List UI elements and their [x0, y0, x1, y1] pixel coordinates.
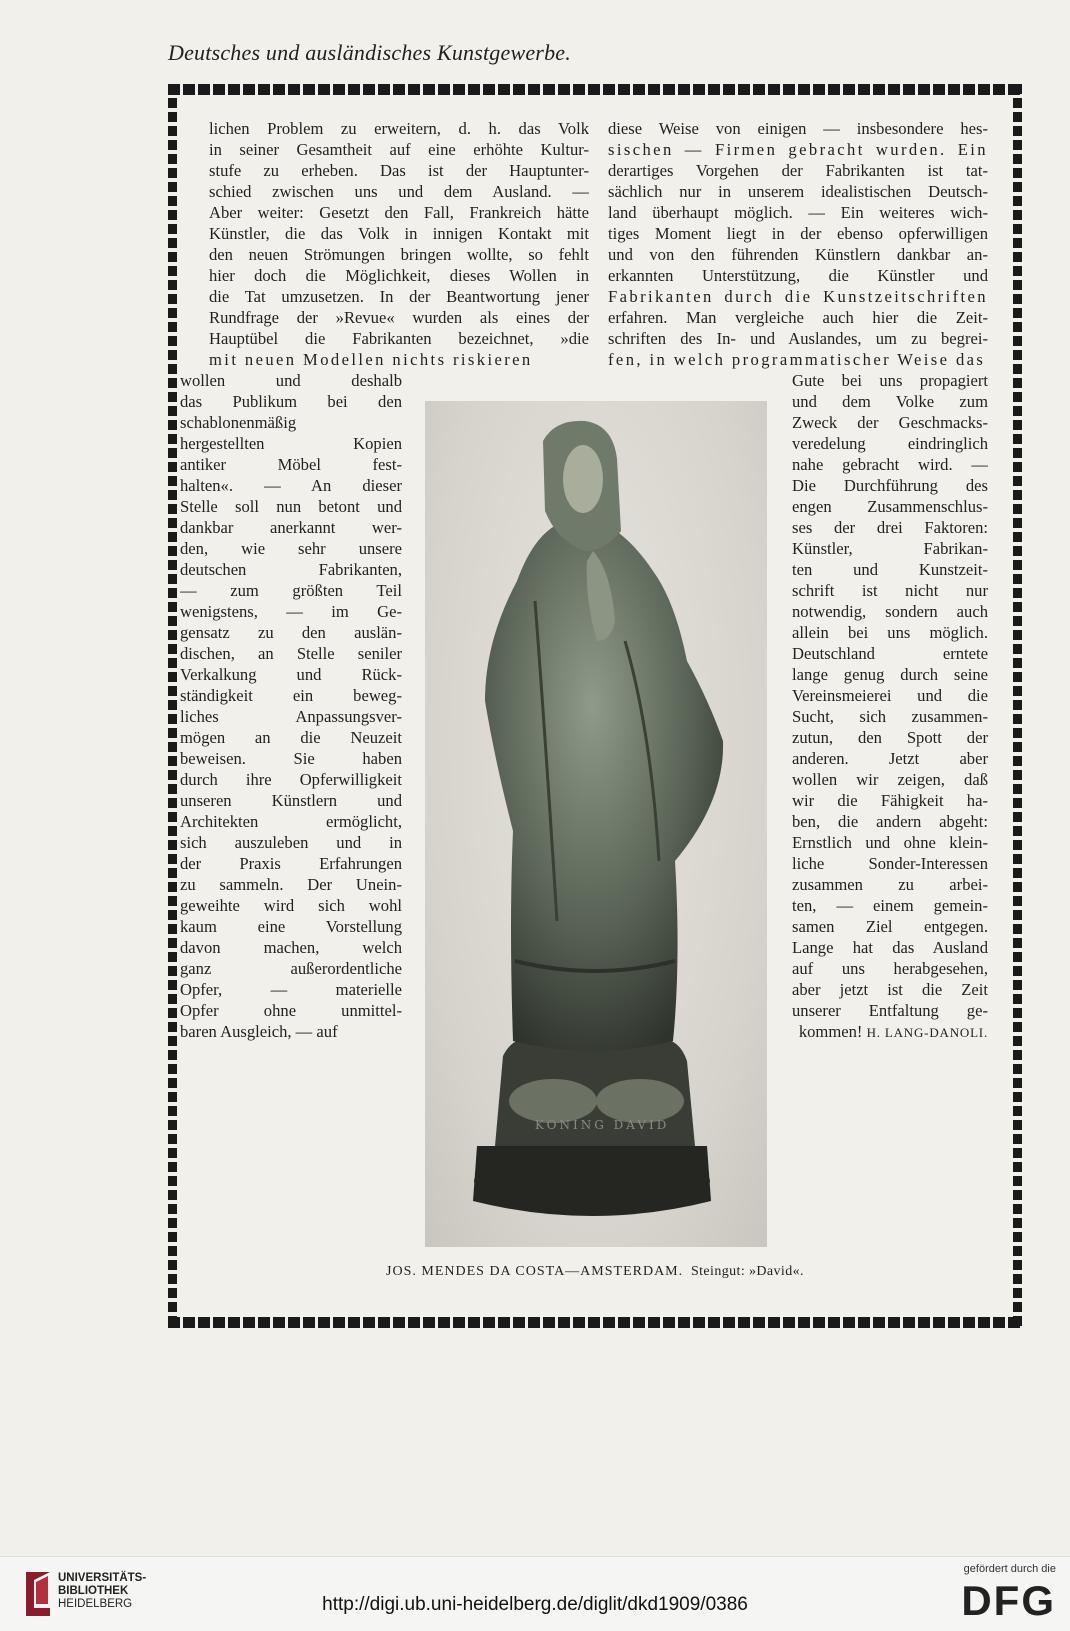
- text-line: wir die Fähigkeit ha-: [792, 791, 988, 810]
- text-line: zutun, den Spott der: [792, 728, 988, 747]
- text-line: Vereinsmeierei und die: [792, 686, 988, 705]
- figure-caption: [168, 1264, 1022, 1280]
- text-line: Opfer ohne unmittel-: [180, 1001, 402, 1020]
- right-column-narrow: [792, 370, 988, 1021]
- caption-artist: JOS. MENDES DA COSTA—AMSTERDAM.: [386, 1264, 684, 1279]
- statue-figure: [425, 401, 767, 1247]
- text-line: gensatz zu den auslän-: [180, 623, 402, 642]
- text-line: diese Weise von einigen — insbesondere hes-: [608, 119, 988, 138]
- text-line: wenigstens, — im Ge-: [180, 602, 402, 621]
- text-line: lichen Problem zu erweitern, d. h. das Volk: [209, 119, 589, 138]
- text-line: Sucht, sich zusammen-: [792, 707, 988, 726]
- text-line: Fabrikanten durch die Kunstzeitschriften: [608, 287, 988, 306]
- text-line: unseren Künstlern und: [180, 791, 402, 810]
- text-line: notwendig, sondern auch: [792, 602, 988, 621]
- frame-border-left: [168, 84, 177, 1328]
- text-line: stufe zu erheben. Das ist der Hauptunter-: [209, 161, 589, 180]
- text-line: mögen an die Neuzeit: [180, 728, 402, 747]
- text-line: und dem Volke zum: [792, 392, 988, 411]
- text-line: dischen, an Stelle seniler: [180, 644, 402, 663]
- text-line: durch ihre Opferwilligkeit: [180, 770, 402, 789]
- text-line: sich auszuleben und in: [180, 833, 402, 852]
- text-line: schriften des In- und Auslandes, um zu begrei-: [608, 329, 988, 348]
- text-line: wollen wir zeigen, daß: [792, 770, 988, 789]
- left-column-narrow: [180, 370, 402, 1042]
- text-line: Opfer, — materielle: [180, 980, 402, 999]
- text-line: hier doch die Möglichkeit, dieses Wollen in: [209, 266, 589, 285]
- text-line: sischen — Firmen gebracht wurden. Ein: [608, 140, 988, 159]
- text-line: unserer Entfaltung ge-: [792, 1001, 988, 1020]
- text-line: Hauptübel die Fabrikanten bezeichnet, »die: [209, 329, 589, 348]
- running-head: Deutsches und ausländisches Kunstgewerbe.: [168, 40, 571, 65]
- text-line: und von den führenden Künstlern dankbar an-: [608, 245, 988, 264]
- text-line: zu sammeln. Der Unein-: [180, 875, 402, 894]
- text-line: lange genug durch seine: [792, 665, 988, 684]
- text-line: Künstler, die das Volk in innigen Kontakt mit: [209, 224, 589, 243]
- frame-border-right: [1013, 84, 1022, 1328]
- text-line: ses der drei Faktoren:: [792, 518, 988, 537]
- text-line: — zum größten Teil: [180, 581, 402, 600]
- text-line: in seiner Gesamtheit auf eine erhöhte Kultur-: [209, 140, 589, 159]
- statue-photograph: [425, 401, 767, 1247]
- text-line: erkannten Unterstützung, die Künstler und: [608, 266, 988, 285]
- text-line: Architekten ermöglicht,: [180, 812, 402, 831]
- text-line: ständigkeit ein beweg-: [180, 686, 402, 705]
- text-line: derartiges Vorgehen der Fabrikanten ist tat-: [608, 161, 988, 180]
- base-inscription: KONING DAVID: [535, 1118, 670, 1132]
- text-line: davon machen, welch: [180, 938, 402, 957]
- text-line: kaum eine Vorstellung: [180, 917, 402, 936]
- text-line: geweihte wird sich wohl: [180, 896, 402, 915]
- text-line: hergestellten Kopien: [180, 434, 402, 453]
- frame-border-bottom: [168, 1317, 1022, 1328]
- right-foot: [596, 1079, 684, 1123]
- text-line: halten«. — An dieser: [180, 476, 402, 495]
- text-line: Rundfrage der »Revue« wurden als eines der: [209, 308, 589, 327]
- text-line: Aber weiter: Gesetzt den Fall, Frankreich hätte: [209, 203, 589, 222]
- text-line: baren Ausgleich, — auf: [180, 1022, 338, 1041]
- text-line: aber jetzt ist die Zeit: [792, 980, 988, 999]
- text-line: samen Ziel entgegen.: [792, 917, 988, 936]
- text-line: tiges Moment liegt in der ebenso opferwilligen: [608, 224, 988, 243]
- closing-word: kommen!: [798, 1022, 863, 1041]
- text-line: den neuen Strömungen bringen wollte, so fehlt: [209, 245, 589, 264]
- text-line: schrift ist nicht nur: [792, 581, 988, 600]
- text-line: nahe gebracht wird. —: [792, 455, 988, 474]
- text-line: ten und Kunstzeit-: [792, 560, 988, 579]
- text-line: ben, die andern abgeht:: [792, 812, 988, 831]
- author-signature: H. LANG-DANOLI.: [866, 1025, 988, 1040]
- text-line: ten, — einem gemein-: [792, 896, 988, 915]
- library-line-1: UNIVERSITÄTS-: [58, 1572, 147, 1584]
- text-line: die Tat umzusetzen. In der Beantwortung jener: [209, 287, 589, 306]
- funding-note: gefördert durch die: [963, 1563, 1056, 1575]
- text-line: den, wie sehr unsere: [180, 539, 402, 558]
- text-line: erfahren. Man vergleiche auch hier die Zeit-: [608, 308, 988, 327]
- text-line: Verkalkung und Rück-: [180, 665, 402, 684]
- frame-border-top: [168, 84, 1022, 95]
- text-line: liche Sonder-Interessen: [792, 854, 988, 873]
- text-line: beweisen. Sie haben: [180, 749, 402, 768]
- text-line: veredelung eindringlich: [792, 434, 988, 453]
- text-line: Ernstlich und ohne klein-: [792, 833, 988, 852]
- left-column-top: [209, 118, 589, 370]
- text-line: auf uns herabgesehen,: [792, 959, 988, 978]
- text-line: Zweck der Geschmacks-: [792, 413, 988, 432]
- text-line: deutschen Fabrikanten,: [180, 560, 402, 579]
- library-line-2: BIBLIOTHEK: [58, 1585, 129, 1597]
- text-line: der Praxis Erfahrungen: [180, 854, 402, 873]
- text-line: mit neuen Modellen nichts riskieren: [209, 350, 533, 369]
- caption-work: Steingut: »David«.: [690, 1264, 804, 1279]
- text-line: engen Zusammenschlus-: [792, 497, 988, 516]
- text-line: land überhaupt möglich. — Ein weiteres wich-: [608, 203, 988, 222]
- text-line: liches Anpassungsver-: [180, 707, 402, 726]
- base-block: [473, 1146, 711, 1216]
- text-line: Künstler, Fabrikan-: [792, 539, 988, 558]
- text-line: antiker Möbel fest-: [180, 455, 402, 474]
- text-line: Lange hat das Ausland: [792, 938, 988, 957]
- text-line: dankbar anerkannt wer-: [180, 518, 402, 537]
- text-line: zusammen zu arbei-: [792, 875, 988, 894]
- text-line: allein bei uns möglich.: [792, 623, 988, 642]
- text-line: wollen und deshalb: [180, 371, 402, 390]
- left-foot: [509, 1079, 597, 1123]
- text-line: anderen. Jetzt aber: [792, 749, 988, 768]
- dfg-logo: DFG: [961, 1577, 1056, 1624]
- text-line: schied zwischen uns und dem Ausland. —: [209, 182, 589, 201]
- signature-line: [792, 1021, 988, 1042]
- text-line: schablonenmäßig: [180, 413, 297, 432]
- source-url[interactable]: http://digi.ub.uni-heidelberg.de/diglit/dkd1909/0386: [322, 1594, 748, 1615]
- library-line-3: HEIDELBERG: [58, 1598, 133, 1610]
- text-line: Stelle soll nun betont und: [180, 497, 402, 516]
- text-line: sächlich nur in unserem idealistischen Deutsch-: [608, 182, 988, 201]
- right-column-top: [608, 118, 988, 370]
- text-line: Die Durchführung des: [792, 476, 988, 495]
- text-line: ganz außerordentliche: [180, 959, 402, 978]
- text-line: das Publikum bei den: [180, 392, 402, 411]
- text-line: Deutschland erntete: [792, 644, 988, 663]
- text-line: Gute bei uns propagiert: [792, 371, 988, 390]
- face: [563, 445, 603, 513]
- text-line: fen, in welch programmatischer Weise das: [608, 350, 986, 369]
